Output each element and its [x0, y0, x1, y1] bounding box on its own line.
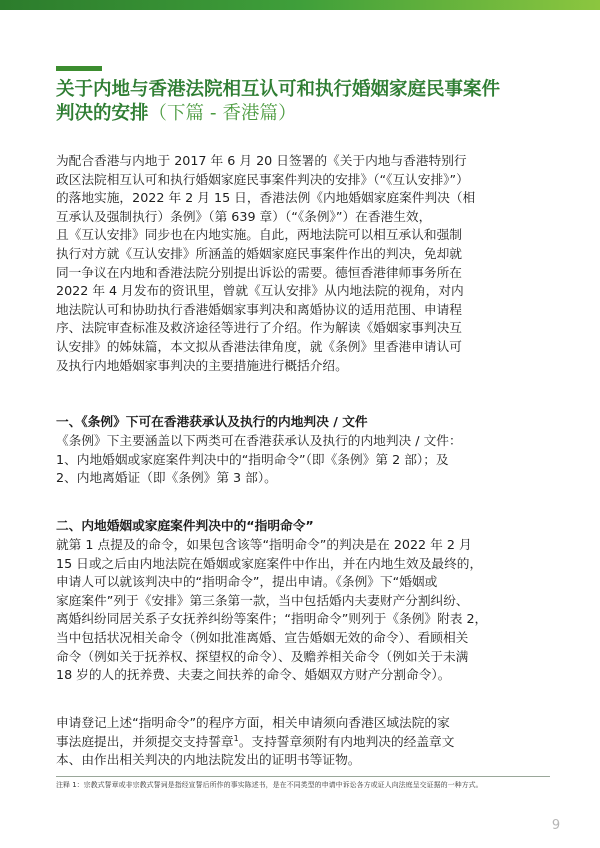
section-2-line: 18 岁的人的抚养费、夫妻之间扶养的命令、婚姻双方财产分割命令）。	[56, 667, 451, 683]
intro-line: 及执行内地婚姻家事判决的主要措施进行概括介绍。	[56, 357, 348, 373]
page-title	[56, 78, 556, 126]
intro-line: 为配合香港与内地于 2017 年 6 月 20 日签署的《关于内地与香港特别行	[56, 153, 467, 168]
section-2-line: 家庭案件”列于《安排》第三条第一款，当中包括婚内夫妻财产分割纠纷、	[56, 592, 469, 608]
closing-line: 申请登记上述“指明命令”的程序方面，相关申请须向香港区域法院的家	[56, 715, 450, 730]
title-line-2	[56, 102, 556, 126]
title-main: 判决的安排	[56, 103, 149, 124]
intro-line: 地法院认可和协助执行香港婚姻家事判决和离婚协议的适用范围、申请程	[56, 301, 462, 317]
intro-line: 政区法院相互认可和执行婚姻家庭民事案件判决的安排》（“《互认安排》”）	[56, 171, 469, 187]
intro-line: 且《互认安排》同步也在内地实施。自此，两地法院可以相互承认和强制	[56, 227, 462, 243]
page-number: 9	[551, 818, 561, 833]
intro-line: 执行对方就《互认安排》所涵盖的婚姻家庭民事案件作出的判决，免却就	[56, 245, 462, 261]
section-2-line: 申请人可以就该判决中的“指明命令”，提出申请。《条例》下“婚姻或	[56, 574, 438, 590]
section-1-body	[56, 432, 550, 488]
closing-line	[56, 733, 550, 752]
section-2-heading: 二、内地婚姻或家庭案件判决中的“指明命令”	[56, 518, 314, 533]
title-accent-rule	[56, 66, 102, 71]
intro-line: 互承认及强制执行）条例》（第 639 章）（“《条例》”）在香港生效，	[56, 208, 432, 224]
section-2-body	[56, 536, 550, 685]
section-2-line: 15 日或之后由内地法院在婚姻或家庭案件中作出，并在内地生效及最终的，	[56, 555, 483, 571]
top-accent-bar	[0, 0, 600, 10]
section-2-line: 离婚纠纷同居关系子女抚养纠纷等案件；“指明命令”则列于《条例》附表 2，	[56, 611, 488, 627]
closing-paragraph	[56, 714, 550, 770]
intro-line: 2022 年 4 月发布的资讯里，曾就《互认安排》从内地法院的视角，对内	[56, 283, 464, 299]
intro-paragraph	[56, 152, 550, 375]
intro-line: 的落地实施，2022 年 2 月 15 日，香港法例《内地婚姻家庭案件判决（相	[56, 190, 476, 206]
footnote-divider	[56, 776, 550, 777]
section-2-line: 就第 1 点提及的命令，如果包含该等“指明命令”的判决是在 2022 年 2 月	[56, 537, 472, 552]
section-1-heading: 一、《条例》下可在香港获承认及执行的内地判决 / 文件	[56, 414, 368, 429]
closing-text: 事法庭提出，并须提交支持誓章	[56, 733, 234, 749]
closing-line: 本、由作出相关判决的内地法院发出的证明书等证物。	[56, 752, 361, 768]
closing-text: 。支持誓章须附有内地判决的经盖章文	[238, 733, 455, 749]
intro-line: 认安排》的姊妹篇，本文拟从香港法律角度，就《条例》里香港申请认可	[56, 338, 462, 354]
footnote: 注释 1：宗教式誓章或非宗教式誓词是指经宣誓后所作的事实陈述书，是在不同类型的申请中诉讼各方或证人向法庭呈交证据的一种方式。	[56, 781, 483, 789]
section-1-line: 1、内地婚姻或家庭案件判决中的“指明命令”（即《条例》第 2 部）；及	[56, 451, 449, 467]
section-2-line: 命令（例如关于抚养权、探望权的命令）、及赡养相关命令（例如关于未满	[56, 648, 469, 664]
title-subtitle: （下篇 - 香港篇）	[148, 103, 297, 124]
section-1-line: 《条例》下主要涵盖以下两类可在香港获承认及执行的内地判决 / 文件：	[56, 433, 462, 448]
intro-line: 同一争议在内地和香港法院分别提出诉讼的需要。德恒香港律师事务所在	[56, 264, 462, 280]
footnote-marker: 1	[233, 733, 239, 743]
section-2-line: 当中包括状况相关命令（例如批准离婚、宣告婚姻无效的命令）、看顾相关	[56, 629, 469, 645]
section-1-line: 2、内地离婚证（即《条例》第 3 部）。	[56, 470, 277, 486]
title-line-1: 关于内地与香港法院相互认可和执行婚姻家庭民事案件	[56, 79, 501, 100]
intro-line: 序、法院审查标准及救济途径等进行了介绍。作为解读《婚姻家事判决互	[56, 320, 462, 336]
